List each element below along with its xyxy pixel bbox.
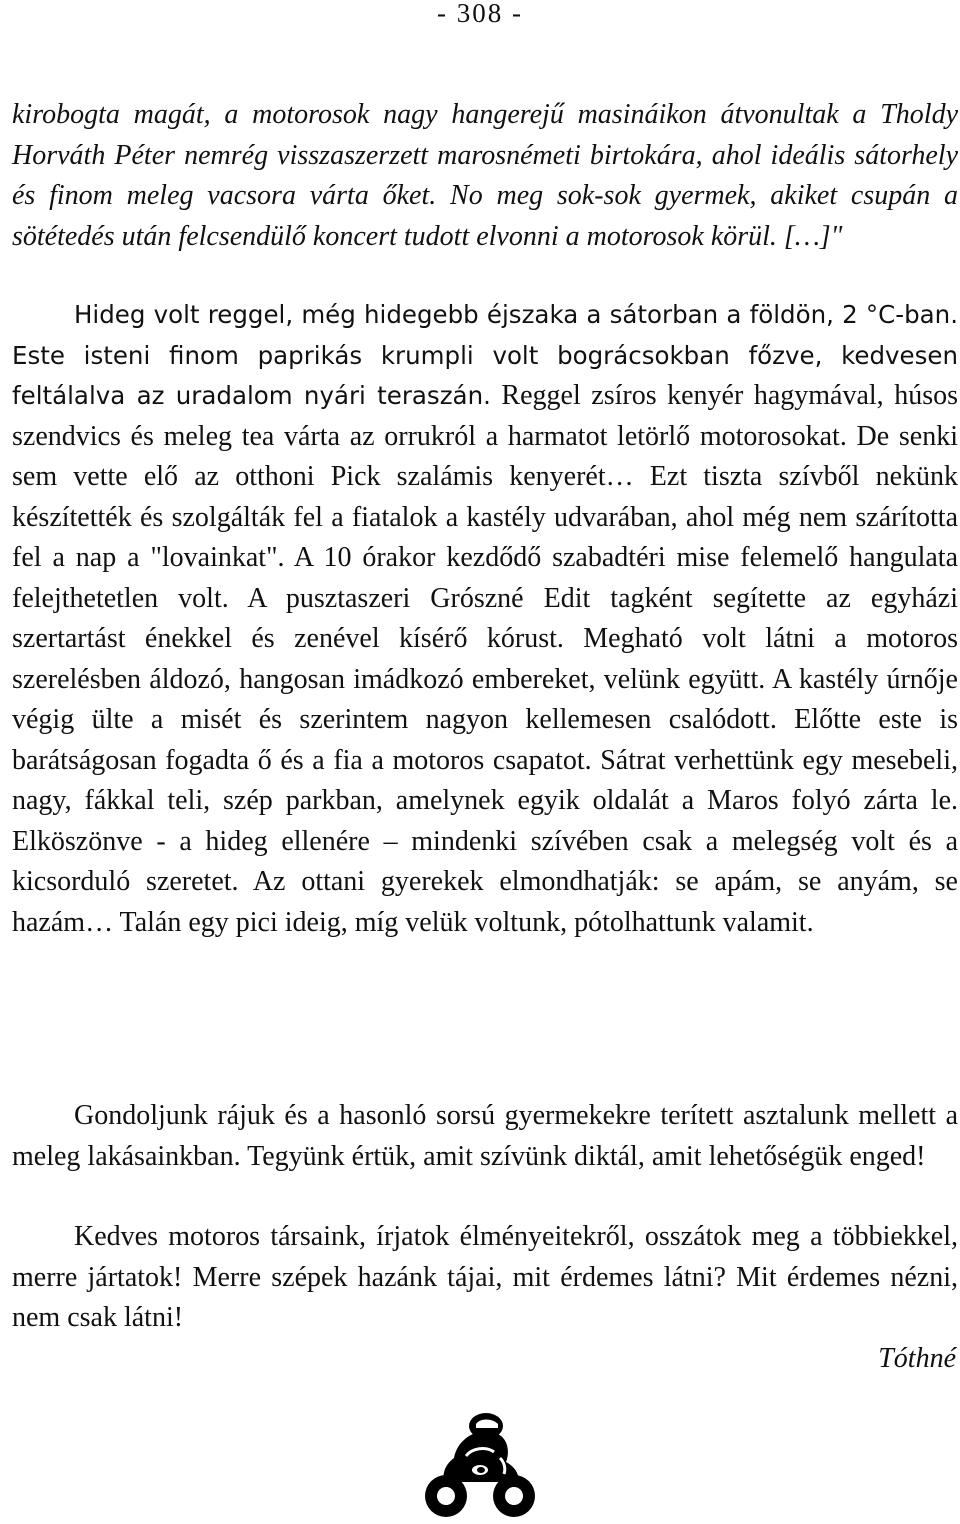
quote-paragraph: kirobogta magát, a motorosok nagy hangerejű masináikon átvonultak a Tholdy Horváth Péter nemrég visszaszerzett marosnémeti birtokára, ahol ideális sátorhely és finom meleg vacsora várta őket. No meg sok-sok gyermek, akiket csupán a sötétedés után felcsendülő koncert tudott elvonni a motorosok körül. […]" <box>12 99 958 252</box>
signature: Tóthné <box>878 1343 956 1374</box>
gondoljunk-paragraph: Gondoljunk rájuk és a hasonló sorsú gyermekekre terített asztalunk mellett a meleg lakásainkban. Tegyünk értük, amit szívünk diktál, amit lehetőségük enged! <box>12 1100 958 1172</box>
page-number: - 308 - <box>437 0 523 28</box>
motorcycle-rider-icon <box>424 1412 536 1520</box>
main-paragraph-sans-part: Hideg volt reggel, még hidegebb éjszaka a sátorban a földön, 2 °C-ban. Este isteni finom paprikás krumpli volt bográcsokban főzve, kedvesen feltálalva az uradalom nyári teraszán. <box>12 300 958 410</box>
main-paragraph <box>12 295 958 943</box>
main-paragraph-serif-part: Reggel zsíros kenyér hagymával, húsos szendvics és meleg tea várta az orrukról a harmatot letörlő motorosokat. De senki sem vette elő az otthoni Pick szalámis kenyerét… Ezt tiszta szívből nekünk készítették és szolgálták fel a fiatalok a kastély udvarában, ahol még nem szárította fel a nap a "lovainkat". A 10 órakor kezdődő szabadtéri mise felemelő hangulata felejthetetlen volt. A pusztaszeri Grószné Edit tagként segítette az egyházi szertartást énekkel és zenével kísérő kórust. Megható volt látni a motoros szerelésben áldozó, hangosan imádkozó embereket, velünk együtt. A kastély úrnője végig ülte a misét és szerintem nagyon kellemesen csalódott. Előtte este is barátságosan fogadta ő és a fia a motoros csapatot. Sátrat verhettünk egy mesebeli, nagy, fákkal teli, szép parkban, amelynek egyik oldalát a Maros folyó zárta le. Elköszönve - a hideg ellenére – mindenki szívében csak a melegség volt és a kicsorduló szeretet. Az ottani gyerekek elmondhatják: se apám, se anyám, se hazám… Talán egy pici ideig, míg velük voltunk, pótolhattunk valamit. <box>12 380 958 938</box>
kedves-paragraph: Kedves motoros társaink, írjatok élményeitekről, osszátok meg a többiekkel, merre jártatok! Merre szépek hazánk tájai, mit érdemes látni? Mit érdemes nézni, nem csak látni! <box>12 1221 958 1333</box>
